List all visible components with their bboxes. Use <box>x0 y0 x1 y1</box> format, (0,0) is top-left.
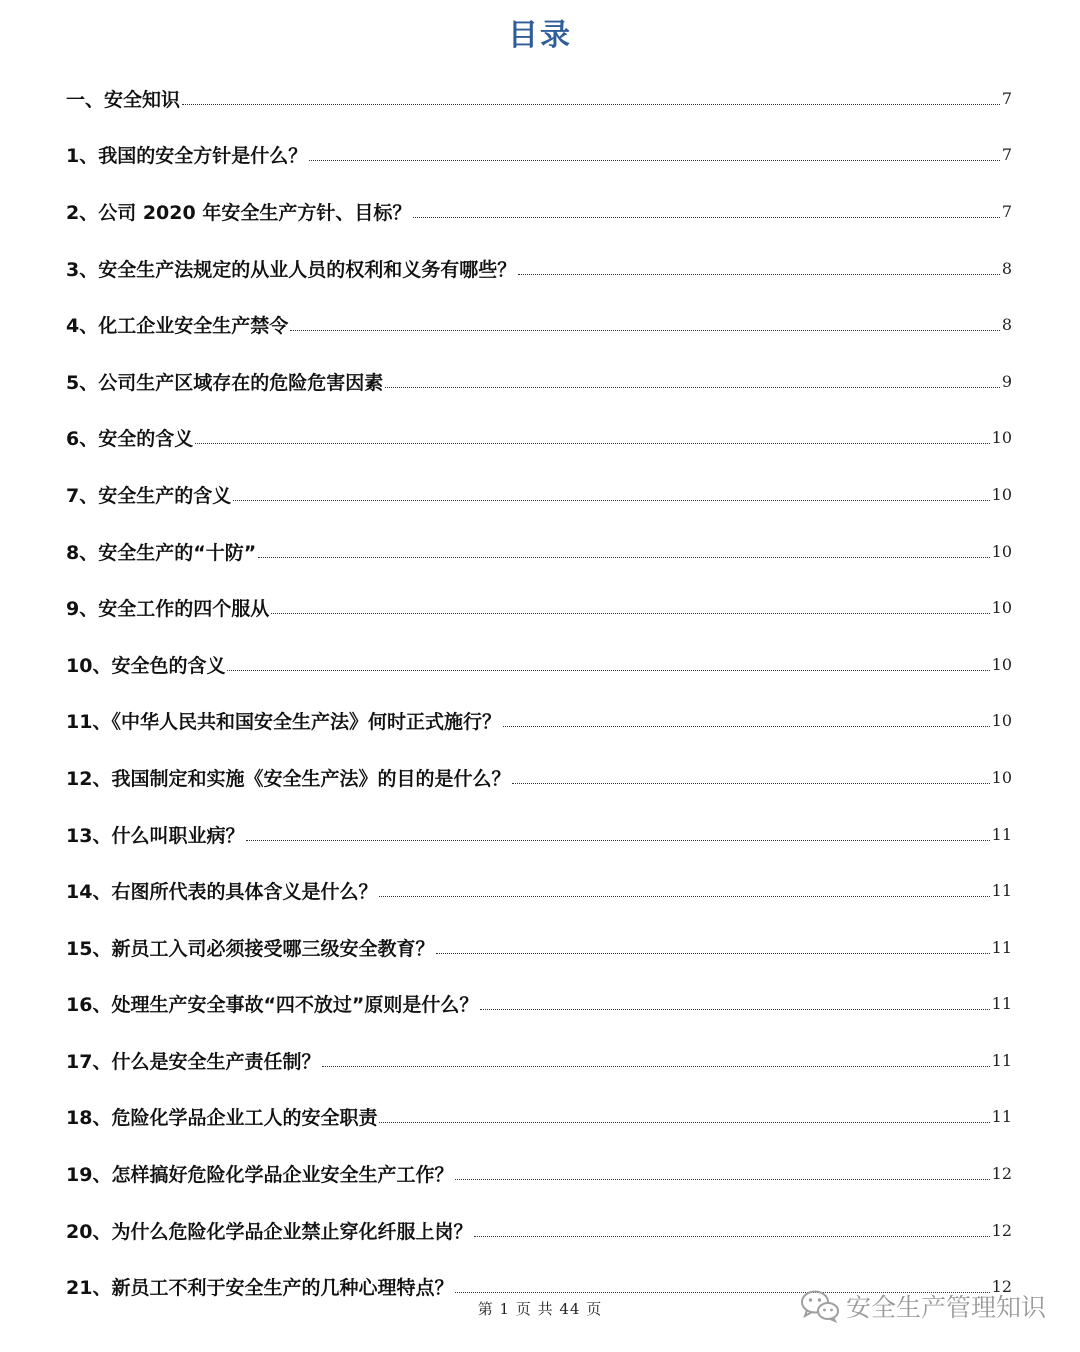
toc-entry-label: 15、新员工入司必须接受哪三级安全教育？ <box>66 937 435 960</box>
toc-entry[interactable] <box>66 806 1012 863</box>
toc-leader-dots <box>455 1177 989 1180</box>
toc-leader-dots <box>436 951 989 954</box>
toc-leader-dots <box>290 328 1000 331</box>
toc-entry-label: 7、安全生产的含义 <box>66 484 232 507</box>
toc-entry-page-number: 7 <box>1001 145 1012 165</box>
toc-entry-label: 一、安全知识 <box>66 88 181 111</box>
toc-entry-page-number: 8 <box>1001 315 1012 335</box>
table-of-contents <box>66 70 1012 1315</box>
toc-leader-dots <box>503 724 990 727</box>
toc-entry-label: 12、我国制定和实施《安全生产法》的目的是什么？ <box>66 767 511 790</box>
toc-entry-page-number: 9 <box>1001 371 1012 391</box>
toc-entry-label: 5、公司生产区域存在的危险危害因素 <box>66 371 384 394</box>
toc-entry-label: 10、安全色的含义 <box>66 654 226 677</box>
toc-entry[interactable] <box>66 693 1012 750</box>
toc-entry-page-number: 10 <box>991 484 1012 504</box>
toc-leader-dots <box>309 158 1000 161</box>
toc-leader-dots <box>182 102 1000 105</box>
toc-entry-page-number: 12 <box>991 1164 1012 1184</box>
toc-entry-page-number: 7 <box>1001 201 1012 221</box>
toc-entry-page-number: 11 <box>991 881 1012 901</box>
toc-entry-label: 20、为什么危险化学品企业禁止穿化纤服上岗？ <box>66 1220 473 1243</box>
toc-entry[interactable] <box>66 523 1012 580</box>
toc-entry-page-number: 12 <box>991 1277 1012 1297</box>
toc-entry[interactable] <box>66 466 1012 523</box>
toc-leader-dots <box>413 215 999 218</box>
toc-entry-label: 21、新员工不利于安全生产的几种心理特点？ <box>66 1277 454 1300</box>
toc-entry[interactable] <box>66 240 1012 297</box>
page-footer: 第 1 页 共 44 页 <box>477 1300 603 1318</box>
toc-entry-label: 1、我国的安全方针是什么？ <box>66 145 308 168</box>
toc-entry-label: 8、安全生产的“十防” <box>66 541 257 564</box>
toc-entry-page-number: 10 <box>991 428 1012 448</box>
toc-entry[interactable] <box>66 353 1012 410</box>
toc-leader-dots <box>379 1120 989 1123</box>
toc-entry-label: 18、危险化学品企业工人的安全职责 <box>66 1107 378 1130</box>
toc-entry-page-number: 11 <box>991 1107 1012 1127</box>
toc-leader-dots <box>385 385 1000 388</box>
toc-leader-dots <box>246 838 989 841</box>
toc-entry-page-number: 7 <box>1001 88 1012 108</box>
toc-entry-label: 2、公司 2020 年安全生产方针、目标？ <box>66 201 412 224</box>
toc-entry[interactable] <box>66 296 1012 353</box>
toc-entry-label: 6、安全的含义 <box>66 428 194 451</box>
toc-entry-label: 17、什么是安全生产责任制？ <box>66 1050 321 1073</box>
toc-entry-label: 11、《中华人民共和国安全生产法》何时正式施行？ <box>66 711 501 734</box>
toc-leader-dots <box>474 1234 989 1237</box>
toc-leader-dots <box>322 1064 989 1067</box>
toc-entry-page-number: 8 <box>1001 258 1012 278</box>
watermark <box>800 1288 1046 1324</box>
toc-entry-label: 19、怎样搞好危险化学品企业安全生产工作？ <box>66 1164 454 1187</box>
toc-entry-page-number: 11 <box>991 937 1012 957</box>
toc-entry-page-number: 10 <box>991 711 1012 731</box>
toc-leader-dots <box>379 894 989 897</box>
toc-leader-dots <box>195 441 989 444</box>
toc-entry[interactable] <box>66 70 1012 127</box>
toc-entry[interactable] <box>66 579 1012 636</box>
toc-entry-label: 13、什么叫职业病？ <box>66 824 245 847</box>
toc-entry-page-number: 10 <box>991 598 1012 618</box>
toc-entry[interactable] <box>66 183 1012 240</box>
toc-entry-label: 14、右图所代表的具体含义是什么？ <box>66 881 378 904</box>
toc-entry[interactable] <box>66 862 1012 919</box>
toc-entry-page-number: 11 <box>991 1050 1012 1070</box>
wechat-icon <box>800 1289 840 1323</box>
toc-entry-label: 16、处理生产安全事故“四不放过”原则是什么？ <box>66 994 479 1017</box>
toc-leader-dots <box>271 611 989 614</box>
toc-entry-page-number: 12 <box>991 1220 1012 1240</box>
toc-entry-page-number: 10 <box>991 541 1012 561</box>
toc-leader-dots <box>233 498 989 501</box>
toc-leader-dots <box>480 1007 989 1010</box>
toc-entry[interactable] <box>66 1032 1012 1089</box>
toc-entry-page-number: 10 <box>991 767 1012 787</box>
watermark-text: 安全生产管理知识 <box>845 1293 1046 1322</box>
toc-entry-label: 9、安全工作的四个服从 <box>66 598 270 621</box>
toc-entry[interactable] <box>66 1145 1012 1202</box>
toc-entry[interactable] <box>66 1202 1012 1259</box>
toc-entry[interactable] <box>66 919 1012 976</box>
toc-entry-page-number: 10 <box>991 654 1012 674</box>
toc-entry-page-number: 11 <box>991 994 1012 1014</box>
page-title: 目录 <box>508 18 572 53</box>
toc-leader-dots <box>227 668 989 671</box>
toc-entry[interactable] <box>66 976 1012 1033</box>
toc-leader-dots <box>512 781 989 784</box>
toc-entry[interactable] <box>66 636 1012 693</box>
toc-leader-dots <box>258 555 989 558</box>
toc-entry[interactable] <box>66 749 1012 806</box>
toc-entry-label: 3、安全生产法规定的从业人员的权利和义务有哪些？ <box>66 258 517 281</box>
toc-entry-page-number: 11 <box>991 824 1012 844</box>
toc-entry[interactable] <box>66 127 1012 184</box>
toc-entry[interactable] <box>66 410 1012 467</box>
toc-leader-dots <box>518 272 1000 275</box>
toc-entry[interactable] <box>66 1089 1012 1146</box>
toc-entry-label: 4、化工企业安全生产禁令 <box>66 315 289 338</box>
